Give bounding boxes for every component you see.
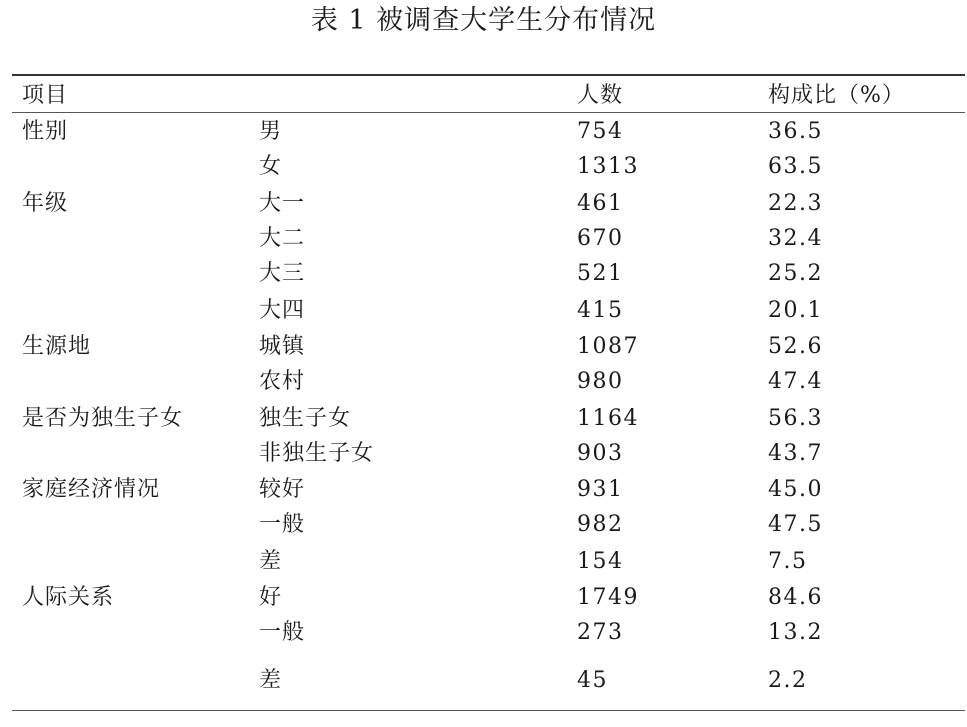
row-count: 931 <box>577 477 624 502</box>
row-percent: 43.7 <box>768 441 823 466</box>
row-percent: 45.0 <box>768 477 823 502</box>
row-count: 1313 <box>577 154 639 179</box>
row-count: 982 <box>577 512 624 537</box>
table-bottom-rule <box>12 710 965 711</box>
row-percent: 56.3 <box>768 406 823 431</box>
row-category: 性别 <box>22 119 69 144</box>
row-subcategory: 一般 <box>259 620 306 645</box>
row-subcategory: 大三 <box>259 261 306 286</box>
row-count: 670 <box>577 226 624 251</box>
row-count: 903 <box>577 441 624 466</box>
row-subcategory: 差 <box>259 549 283 574</box>
row-count: 754 <box>577 119 624 144</box>
row-count: 1164 <box>577 406 639 431</box>
row-subcategory: 女 <box>259 154 283 179</box>
row-subcategory: 男 <box>259 119 283 144</box>
row-percent: 7.5 <box>768 549 808 574</box>
header-percent: 构成比（%） <box>768 83 905 108</box>
row-percent: 32.4 <box>768 226 823 251</box>
row-subcategory: 一般 <box>259 512 306 537</box>
row-subcategory: 好 <box>259 585 283 610</box>
row-subcategory: 城镇 <box>259 334 306 359</box>
table-title: 表 1 被调查大学生分布情况 <box>310 5 657 36</box>
row-category: 生源地 <box>22 334 92 359</box>
row-percent: 84.6 <box>768 585 823 610</box>
row-percent: 2.2 <box>768 668 808 693</box>
row-count: 1749 <box>577 585 639 610</box>
row-subcategory: 农村 <box>259 369 306 394</box>
row-subcategory: 大四 <box>259 298 306 323</box>
row-count: 273 <box>577 620 624 645</box>
row-percent: 47.5 <box>768 512 823 537</box>
row-count: 415 <box>577 298 624 323</box>
header-item: 项目 <box>22 83 69 108</box>
row-count: 461 <box>577 191 624 216</box>
row-percent: 22.3 <box>768 191 823 216</box>
row-subcategory: 非独生子女 <box>259 441 375 466</box>
row-percent: 47.4 <box>768 369 823 394</box>
row-percent: 63.5 <box>768 154 823 179</box>
row-count: 980 <box>577 369 624 394</box>
row-percent: 13.2 <box>768 620 823 645</box>
row-count: 1087 <box>577 334 639 359</box>
row-percent: 36.5 <box>768 119 823 144</box>
row-count: 521 <box>577 261 624 286</box>
row-subcategory: 大二 <box>259 226 306 251</box>
row-category: 年级 <box>22 191 69 216</box>
row-count: 154 <box>577 549 624 574</box>
table-header-rule <box>12 112 965 113</box>
row-subcategory: 差 <box>259 668 283 693</box>
row-subcategory: 独生子女 <box>259 406 352 431</box>
row-subcategory: 较好 <box>259 477 306 502</box>
row-count: 45 <box>577 668 608 693</box>
row-category: 人际关系 <box>22 585 115 610</box>
table-top-rule <box>12 74 965 76</box>
header-count: 人数 <box>577 83 624 108</box>
row-subcategory: 大一 <box>259 191 306 216</box>
row-percent: 25.2 <box>768 261 823 286</box>
row-percent: 20.1 <box>768 298 823 323</box>
row-percent: 52.6 <box>768 334 823 359</box>
row-category: 是否为独生子女 <box>22 406 184 431</box>
row-category: 家庭经济情况 <box>22 477 161 502</box>
